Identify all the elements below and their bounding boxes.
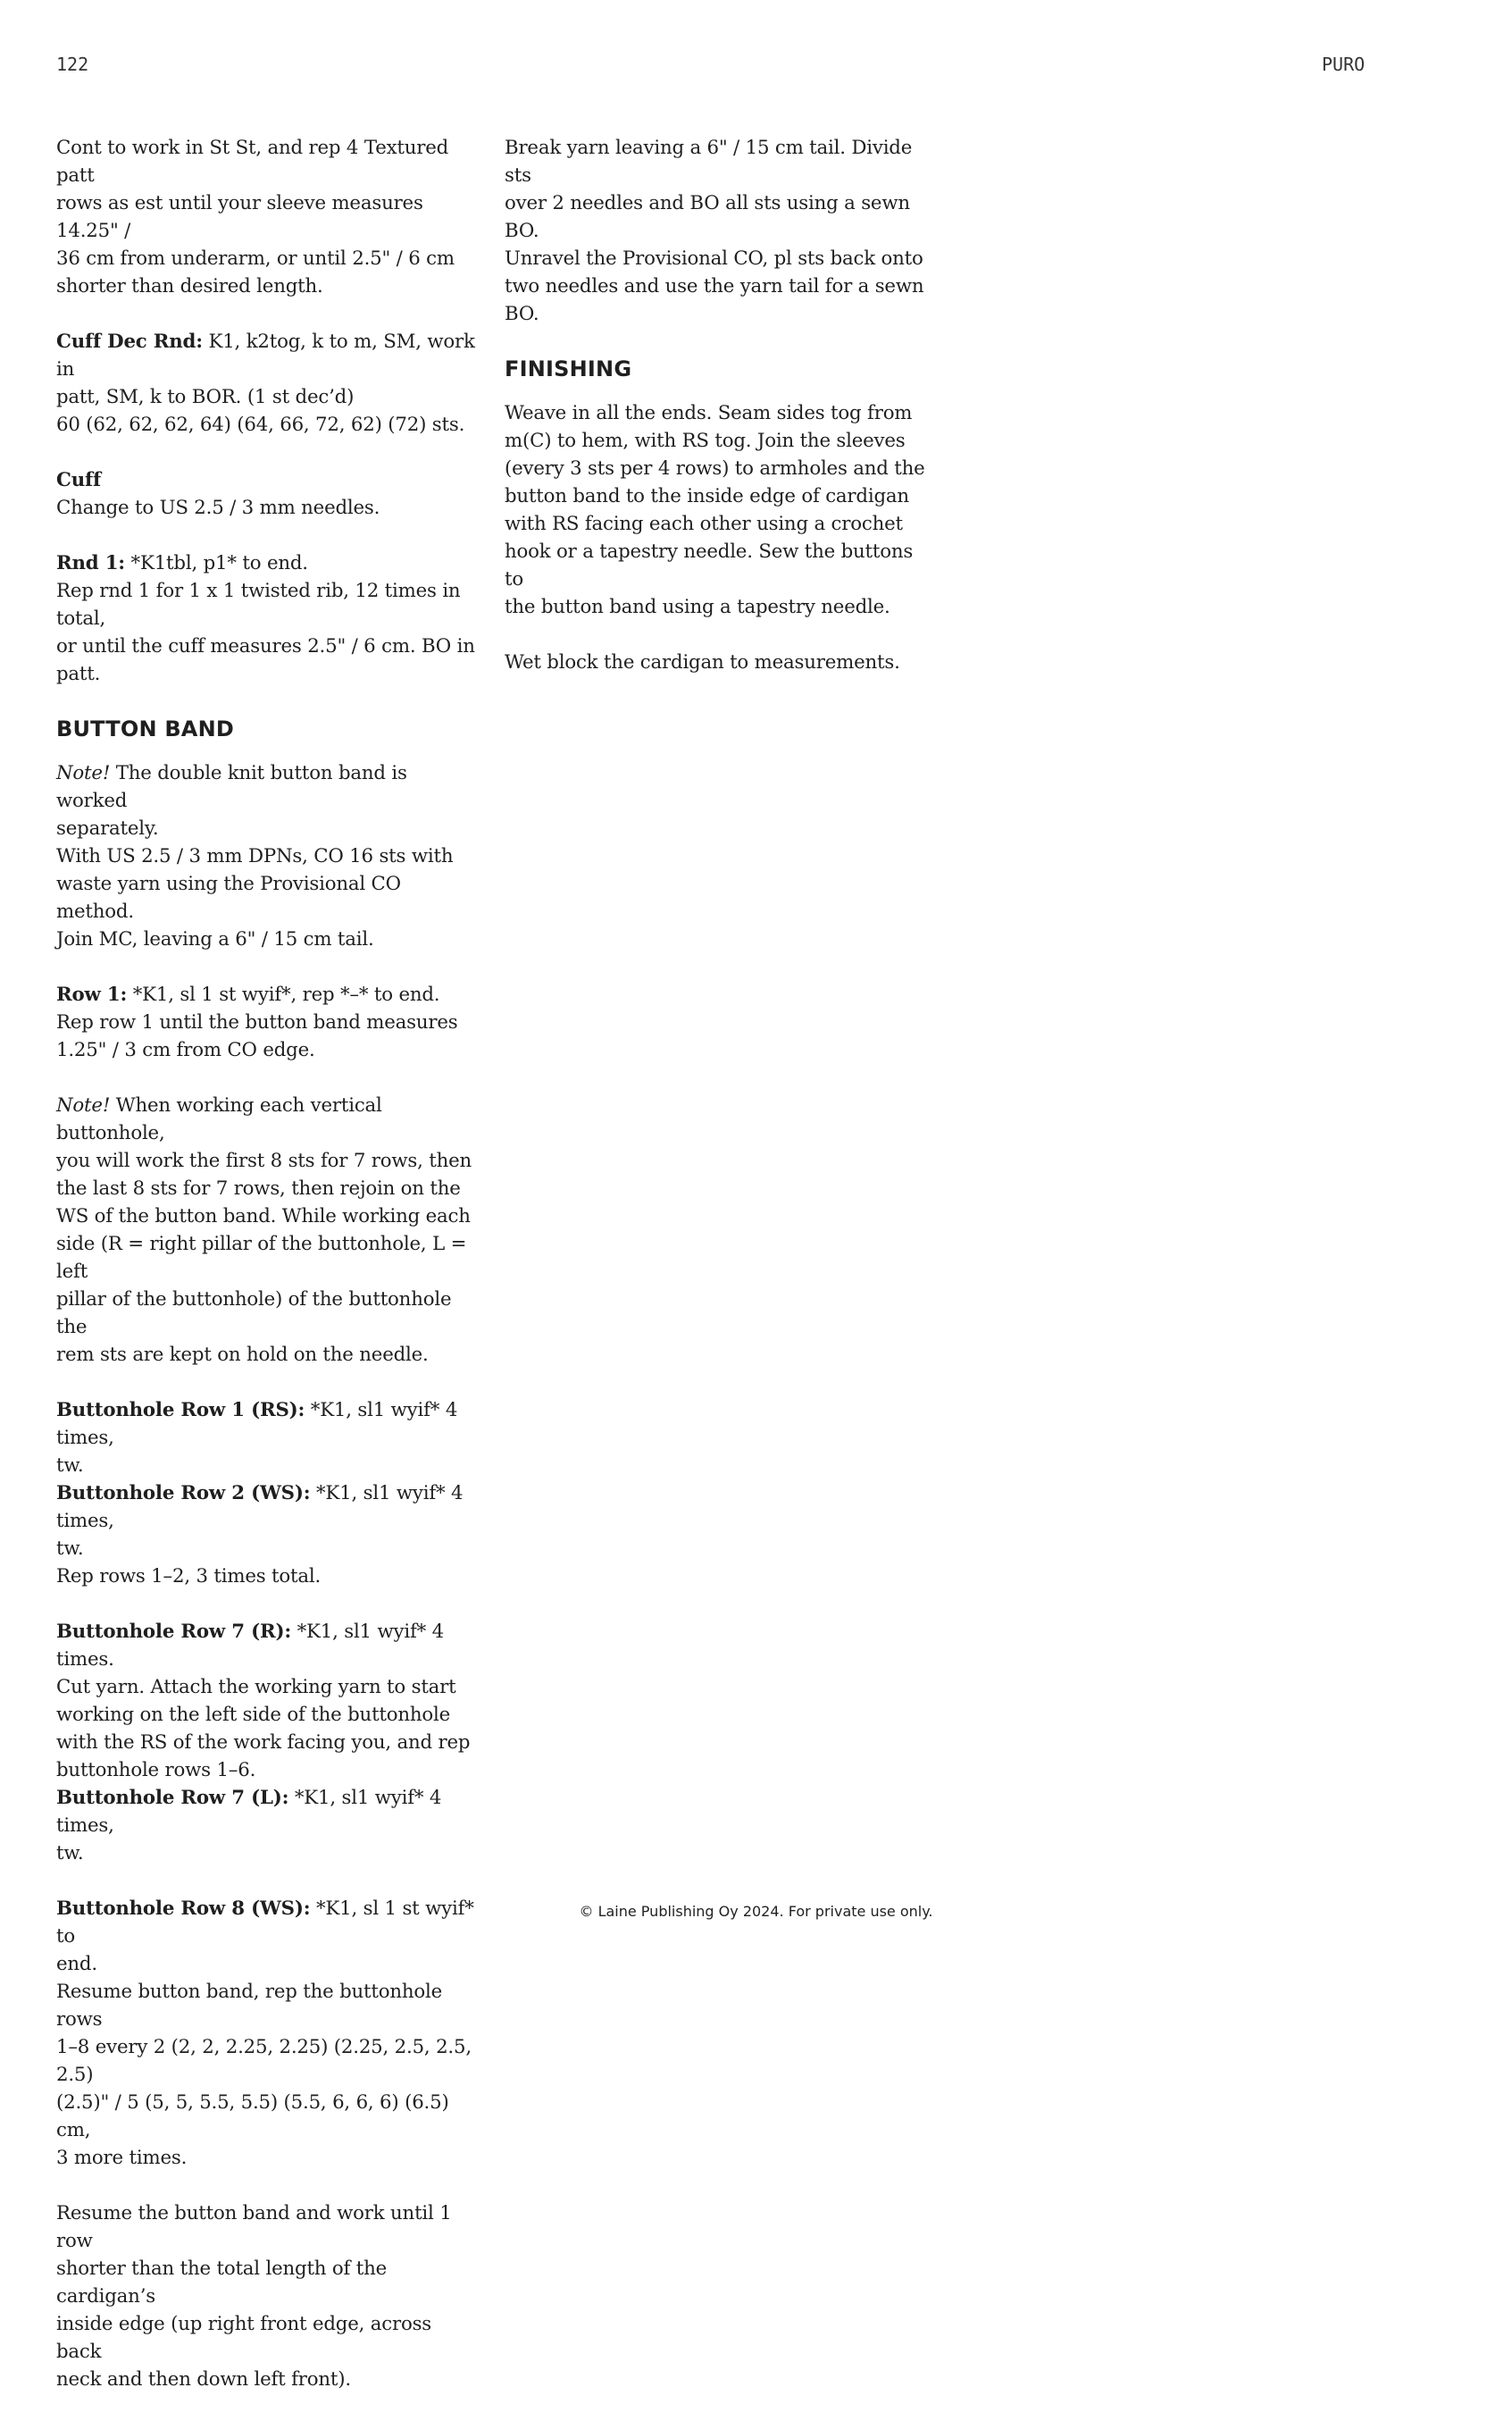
button-band-heading: BUTTON BAND: [56, 716, 234, 741]
note2-paragraph: [56, 1092, 480, 1369]
text-line: pillar of the buttonhole) of the buttonhole the: [56, 1288, 452, 1338]
text-line: Resume button band, rep the buttonhole rows: [56, 1981, 443, 2031]
text-line: [56, 1784, 480, 1839]
buttonhole-row-7-paragraph: [56, 1618, 480, 1867]
text-line: 36 cm from underarm, or until 2.5" / 6 cm: [56, 247, 455, 270]
text-run: *K1, sl 1 st wyif* to: [56, 1897, 474, 1948]
row1-label: Row 1:: [56, 984, 128, 1006]
text-run: *K1, sl 1 st wyif*, rep *–* to end.: [127, 984, 440, 1006]
text-line: with RS facing each other using a crochet: [505, 513, 903, 535]
right-column: [505, 134, 933, 704]
text-line: 1–8 every 2 (2, 2, 2.25, 2.25) (2.25, 2.5, 2.5, 2.5): [56, 2036, 472, 2086]
text-line: tw.: [56, 1537, 84, 1560]
text-line: [56, 1479, 480, 1535]
finishing-paragraph: [505, 399, 933, 621]
cuff-dec-label: Cuff Dec Rnd:: [56, 331, 203, 353]
text-run: When working each vertical buttonhole,: [56, 1094, 382, 1144]
text-line: patt, SM, k to BOR. (1 st dec’d): [56, 386, 355, 408]
text-run: The double knit button band is worked: [56, 762, 407, 812]
cuff-paragraph: [56, 466, 480, 522]
text-line: [56, 1092, 480, 1147]
text-line: you will work the first 8 sts for 7 rows, then: [56, 1150, 472, 1172]
note1-paragraph: [56, 759, 480, 953]
text-line: Rep row 1 until the button band measures: [56, 1011, 458, 1034]
text-line: Change to US 2.5 / 3 mm needles.: [56, 497, 380, 519]
text-line: 3 more times.: [56, 2147, 188, 2169]
text-line: [56, 981, 480, 1009]
text-line: Resume the button band and work until 1 row: [56, 2202, 452, 2252]
copyright-footer: © Laine Publishing Oy 2024. For private use only.: [579, 1903, 933, 1920]
text-line: separately.: [56, 817, 159, 840]
text-run: K1, k2tog, k to m, SM, work in: [56, 331, 475, 381]
buttonhole-row-label: Buttonhole Row 7 (R):: [56, 1621, 291, 1643]
text-line: buttonhole rows 1–6.: [56, 1759, 256, 1781]
text-run: *K1, sl1 wyif* 4 times,: [56, 1482, 464, 1532]
text-run: *K1, sl1 wyif* 4 times,: [56, 1787, 442, 1837]
text-line: Wet block the cardigan to measurements.: [505, 651, 900, 674]
text-line: patt.: [56, 663, 101, 685]
sleeve-paragraph: [56, 134, 480, 300]
text-line: [56, 759, 480, 815]
note-label: Note!: [56, 762, 111, 784]
text-line: Weave in all the ends. Seam sides tog from: [505, 402, 913, 424]
text-line: Unravel the Provisional CO, pl sts back onto: [505, 247, 923, 270]
text-line: Cut yarn. Attach the working yarn to start: [56, 1676, 456, 1698]
text-line: [56, 549, 480, 577]
text-line: hook or a tapestry needle. Sew the buttons to: [505, 540, 914, 591]
text-line: BO.: [505, 303, 539, 325]
rnd1-paragraph: [56, 549, 480, 688]
cuff-dec-paragraph: [56, 328, 480, 439]
text-line: (every 3 sts per 4 rows) to armholes and the: [505, 457, 925, 480]
note-label: Note!: [56, 1094, 111, 1117]
wet-block-paragraph: [505, 649, 933, 676]
page-number: 122: [56, 54, 89, 75]
text-line: side (R = right pillar of the buttonhole, L = left: [56, 1233, 467, 1283]
text-run: *K1tbl, p1* to end.: [124, 552, 308, 574]
text-line: working on the left side of the buttonhole: [56, 1704, 451, 1726]
text-line: With US 2.5 / 3 mm DPNs, CO 16 sts with: [56, 845, 454, 867]
buttonhole-row-label: Buttonhole Row 2 (WS):: [56, 1482, 311, 1504]
buttonhole-row-label: Buttonhole Row 7 (L):: [56, 1787, 289, 1809]
text-line: [56, 328, 480, 383]
text-line: rows as est until your sleeve measures 14.25" /: [56, 192, 423, 242]
running-title: PURO: [1322, 54, 1366, 75]
resume-paragraph: [56, 2199, 480, 2393]
text-line: 60 (62, 62, 62, 64) (64, 66, 72, 62) (72) sts.: [56, 414, 465, 436]
text-line: tw.: [56, 1454, 84, 1477]
text-line: Rep rows 1–2, 3 times total.: [56, 1565, 322, 1587]
text-line: WS of the button band. While working each: [56, 1205, 471, 1227]
text-line: m(C) to hem, with RS tog. Join the sleeves: [505, 430, 906, 452]
text-line: Rep rnd 1 for 1 x 1 twisted rib, 12 times in total,: [56, 580, 461, 630]
text-line: [56, 1396, 480, 1452]
buttonhole-row-label: Buttonhole Row 1 (RS):: [56, 1399, 305, 1421]
text-line: with the RS of the work facing you, and rep: [56, 1731, 471, 1754]
text-line: or until the cuff measures 2.5" / 6 cm. BO in: [56, 635, 475, 658]
text-run: *K1, sl1 wyif* 4 times,: [56, 1399, 458, 1449]
text-line: button band to the inside edge of cardigan: [505, 485, 909, 507]
buttonhole-row-8-paragraph: [56, 1895, 480, 2172]
text-line: rem sts are kept on hold on the needle.: [56, 1344, 429, 1366]
buttonhole-rows-1-2-paragraph: [56, 1396, 480, 1590]
text-line: [56, 1618, 480, 1673]
text-line: Join MC, leaving a 6" / 15 cm tail.: [56, 928, 374, 951]
buttonhole-row-label: Buttonhole Row 8 (WS):: [56, 1897, 311, 1920]
text-line: Cont to work in St St, and rep 4 Textured patt: [56, 137, 449, 187]
text-line: shorter than the total length of the cardigan’s: [56, 2258, 388, 2308]
text-line: over 2 needles and BO all sts using a sewn BO.: [505, 192, 910, 242]
finishing-heading: FINISHING: [505, 356, 632, 381]
text-line: shorter than desired length.: [56, 275, 323, 297]
text-line: (2.5)" / 5 (5, 5, 5.5, 5.5) (5.5, 6, 6, 6) (6.5) cm,: [56, 2091, 449, 2141]
cuff-subheading: Cuff: [56, 469, 101, 491]
text-line: waste yarn using the Provisional CO method.: [56, 873, 401, 923]
text-line: neck and then down left front).: [56, 2368, 351, 2391]
left-column: [56, 134, 480, 2421]
text-line: the last 8 sts for 7 rows, then rejoin on the: [56, 1177, 461, 1200]
text-line: tw.: [56, 1842, 84, 1864]
row1-paragraph: [56, 981, 480, 1064]
rnd1-label: Rnd 1:: [56, 552, 125, 574]
text-line: end.: [56, 1953, 97, 1975]
text-line: Break yarn leaving a 6" / 15 cm tail. Divide sts: [505, 137, 913, 187]
text-line: two needles and use the yarn tail for a sewn: [505, 275, 924, 297]
text-run: *K1, sl1 wyif* 4 times.: [56, 1621, 444, 1671]
break-yarn-paragraph: [505, 134, 933, 328]
text-line: 1.25" / 3 cm from CO edge.: [56, 1039, 315, 1061]
text-line: the button band using a tapestry needle.: [505, 596, 890, 618]
text-line: inside edge (up right front edge, across back: [56, 2313, 432, 2363]
